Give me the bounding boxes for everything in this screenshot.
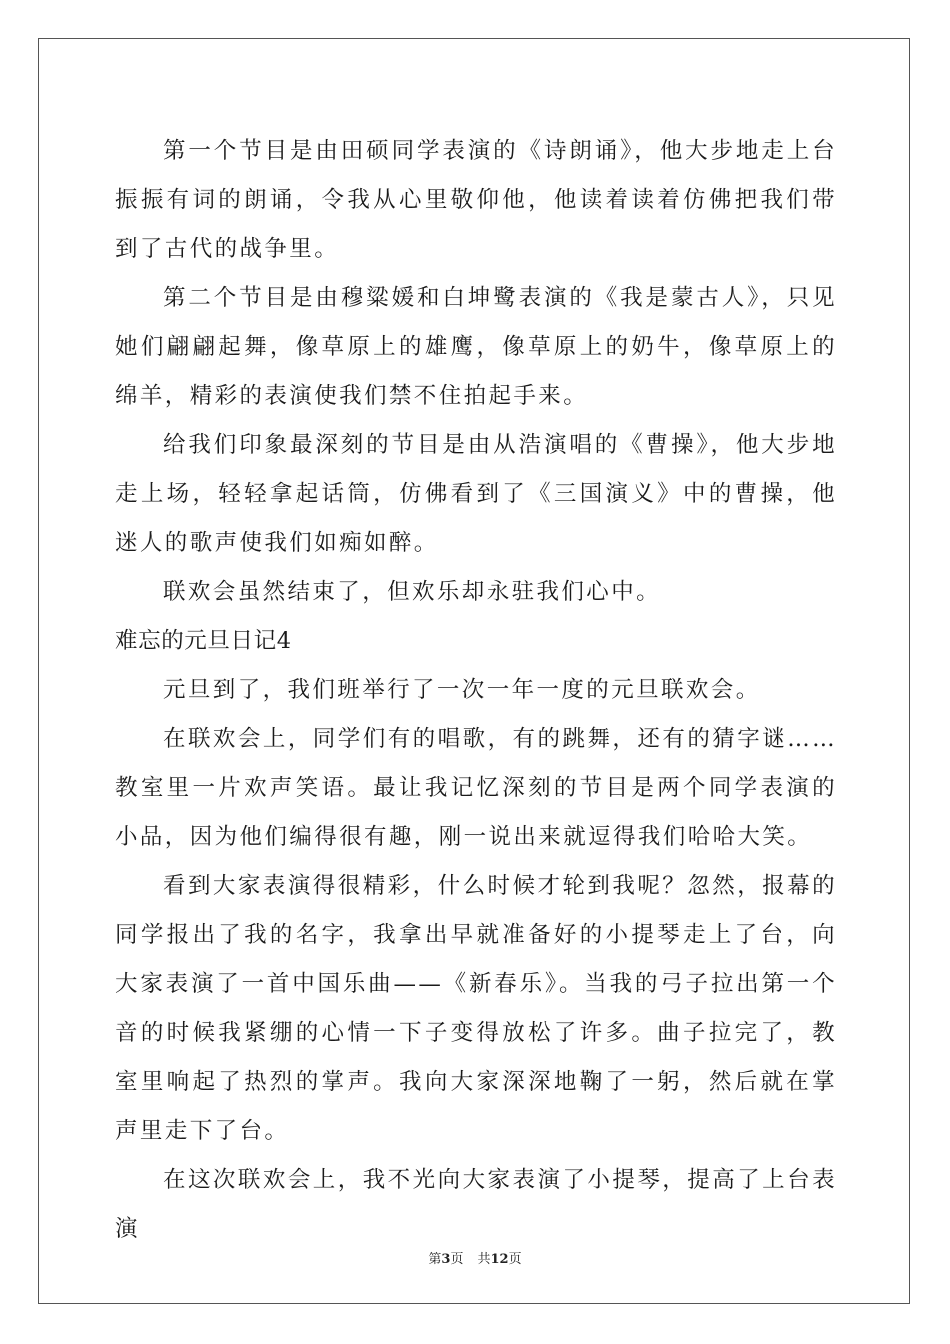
paragraph-3: 给我们印象最深刻的节目是由从浩演唱的《曹操》，他大步地走上场，轻轻拿起话筒，仿佛看到了《三国演义》中的曹操，他迷人的歌声使我们如痴如醉。: [115, 432, 837, 556]
total-suffix: 页: [508, 1252, 522, 1267]
page-total: [477, 1248, 521, 1267]
current-page: 3: [441, 1252, 451, 1267]
page-prefix: 第: [428, 1252, 442, 1267]
paragraph-2: 第二个节目是由穆粱媛和白坤鹭表演的《我是蒙古人》，只见她们翩翩起舞，像草原上的雄鹰，像草原上的奶牛，像草原上的绵羊，精彩的表演使我们禁不住拍起手来。: [115, 285, 837, 409]
page-number: [428, 1248, 463, 1267]
paragraph-7: 看到大家表演得很精彩，什么时候才轮到我呢？忽然，报幕的同学报出了我的名字，我拿出早就准备好的小提琴走上了台，向大家表演了一首中国乐曲——《新春乐》。当我的弓子拉出第一个音的时候我紧绷的心情一下子变得放松了许多。曲子拉完了，教室里响起了热烈的掌声。我向大家深深地鞠了一躬，然后就在掌声里走下了台。: [115, 873, 837, 1144]
total-pages: 12: [490, 1252, 509, 1267]
paragraph-8: 在这次联欢会上，我不光向大家表演了小提琴，提高了上台表演: [115, 1167, 837, 1242]
paragraph-6: 在联欢会上，同学们有的唱歌，有的跳舞，还有的猜字谜……教室里一片欢声笑语。最让我记忆深刻的节目是两个同学表演的小品，因为他们编得很有趣，刚一说出来就逗得我们哈哈大笑。: [115, 726, 837, 850]
total-prefix: 共: [477, 1252, 491, 1267]
paragraph-5: 元旦到了，我们班举行了一次一年一度的元旦联欢会。: [163, 677, 761, 703]
paragraph-1: 第一个节目是由田硕同学表演的《诗朗诵》，他大步地走上台振振有词的朗诵，令我从心里敬仰他，他读着读着仿佛把我们带到了古代的战争里。: [115, 138, 837, 262]
page-footer: [0, 1248, 950, 1267]
section-heading: 难忘的元旦日记4: [115, 628, 292, 654]
document-body: [115, 127, 837, 1254]
page-suffix: 页: [450, 1252, 464, 1267]
paragraph-4: 联欢会虽然结束了，但欢乐却永驻我们心中。: [163, 579, 662, 605]
